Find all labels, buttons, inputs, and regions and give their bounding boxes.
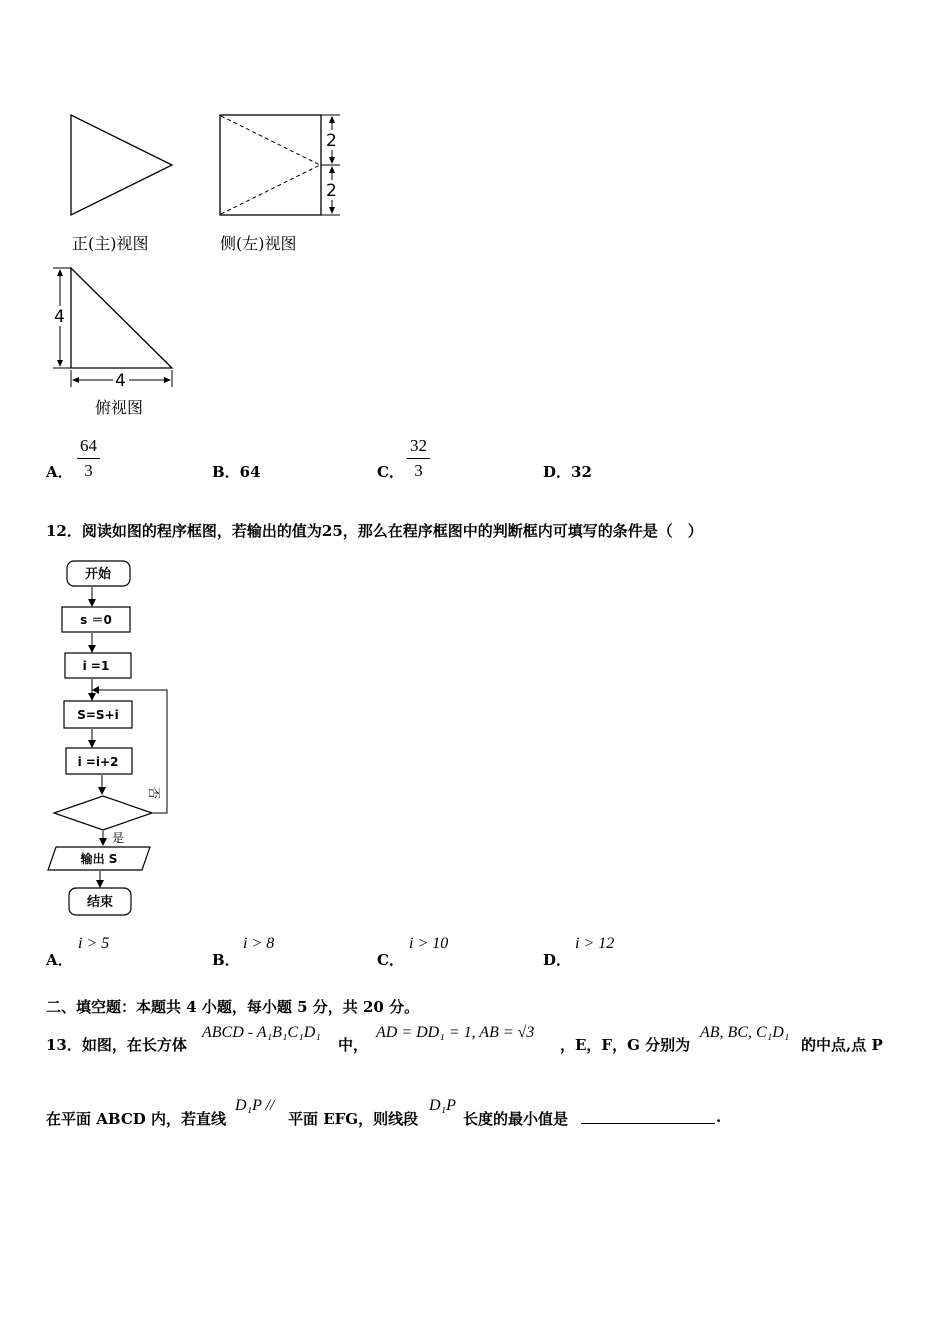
q12-option-a-letter[interactable]: A． xyxy=(46,951,73,969)
q13-math-parallel: D₁P // xyxy=(235,1097,275,1114)
side-dim-upper: 2 xyxy=(326,131,337,151)
q13-math-solid: ABCD - A₁B₁C₁D₁ xyxy=(202,1024,321,1041)
flow-output-text: 输出 S xyxy=(80,852,118,866)
q13-math-lengths: AD = DD₁ = 1, AB = √3 xyxy=(376,1024,535,1041)
q12-option-c-letter[interactable]: C． xyxy=(377,951,404,969)
front-view-label: 正(主)视图 xyxy=(72,234,149,253)
q12-option-c-math: i > 10 xyxy=(409,935,449,952)
q11-option-c-fraction xyxy=(407,436,430,481)
q13-answer-blank[interactable] xyxy=(581,1109,715,1128)
flow-i-update-text: i =i+2 xyxy=(77,755,119,769)
q11-option-a-letter[interactable]: A． xyxy=(46,463,73,481)
flow-yes-label: 是 xyxy=(112,831,125,845)
q13-text-3: ，E，F，G 分别为 xyxy=(560,1036,691,1054)
q13-math-segment: D₁P xyxy=(429,1097,456,1114)
q13-text-7: 长度的最小值是 xyxy=(463,1110,569,1128)
q13-text-6: 平面 EFG，则线段 xyxy=(288,1110,419,1128)
q13-text-5: 在平面 ABCD 内，若直线 xyxy=(46,1110,226,1128)
side-view-dashed-line xyxy=(221,116,320,165)
q11-option-c-letter[interactable]: C． xyxy=(377,463,404,481)
flow-start-text: 开始 xyxy=(84,567,112,582)
q13-math-edges: AB, BC, C₁D₁ xyxy=(700,1024,790,1041)
q11-option-b[interactable]: B．64 xyxy=(212,463,261,481)
fraction-denominator: 3 xyxy=(414,461,423,480)
flowchart xyxy=(0,0,200,930)
q12-option-b-letter[interactable]: B． xyxy=(212,951,240,969)
fraction-numerator: 32 xyxy=(410,436,427,455)
side-view-square xyxy=(220,115,321,215)
q13-text-8: . xyxy=(716,1108,722,1126)
side-view-label: 侧(左)视图 xyxy=(220,234,297,253)
q12-option-b-math: i > 8 xyxy=(243,935,275,952)
q12-option-d-math: i > 12 xyxy=(575,935,615,952)
q12-option-a-math: i > 5 xyxy=(78,935,110,952)
fraction-denominator: 3 xyxy=(84,461,93,480)
flow-s-init-text: s ＝0 xyxy=(80,613,112,627)
top-dim-width: 4 xyxy=(115,371,126,391)
q13-text-4: 的中点,点 P xyxy=(801,1036,883,1054)
flow-end-text: 结束 xyxy=(86,895,114,910)
q11-option-d[interactable]: D．32 xyxy=(543,463,592,481)
fraction-numerator: 64 xyxy=(80,436,97,455)
section-heading: 二、填空题：本题共 4 小题，每小题 5 分，共 20 分。 xyxy=(46,998,420,1016)
q13-text-2: 中， xyxy=(338,1036,369,1054)
q12-stem: 12．阅读如图的程序框图，若输出的值为25，那么在程序框图中的判断框内可填写的条件是（ ） xyxy=(46,522,703,540)
top-view-label: 俯视图 xyxy=(95,398,144,417)
top-dim-height: 4 xyxy=(54,307,65,327)
flow-i-init-text: i =1 xyxy=(82,659,110,673)
flow-no-label: 否 xyxy=(147,787,161,800)
q12-option-d-letter[interactable]: D． xyxy=(543,951,572,969)
q13-text-1: 13．如图，在长方体 xyxy=(46,1036,187,1054)
flow-decision-diamond xyxy=(54,796,152,830)
side-dim-lower: 2 xyxy=(326,181,337,201)
side-view-dashed-line xyxy=(221,165,320,214)
flow-s-update-text: S=S+i xyxy=(77,708,119,722)
